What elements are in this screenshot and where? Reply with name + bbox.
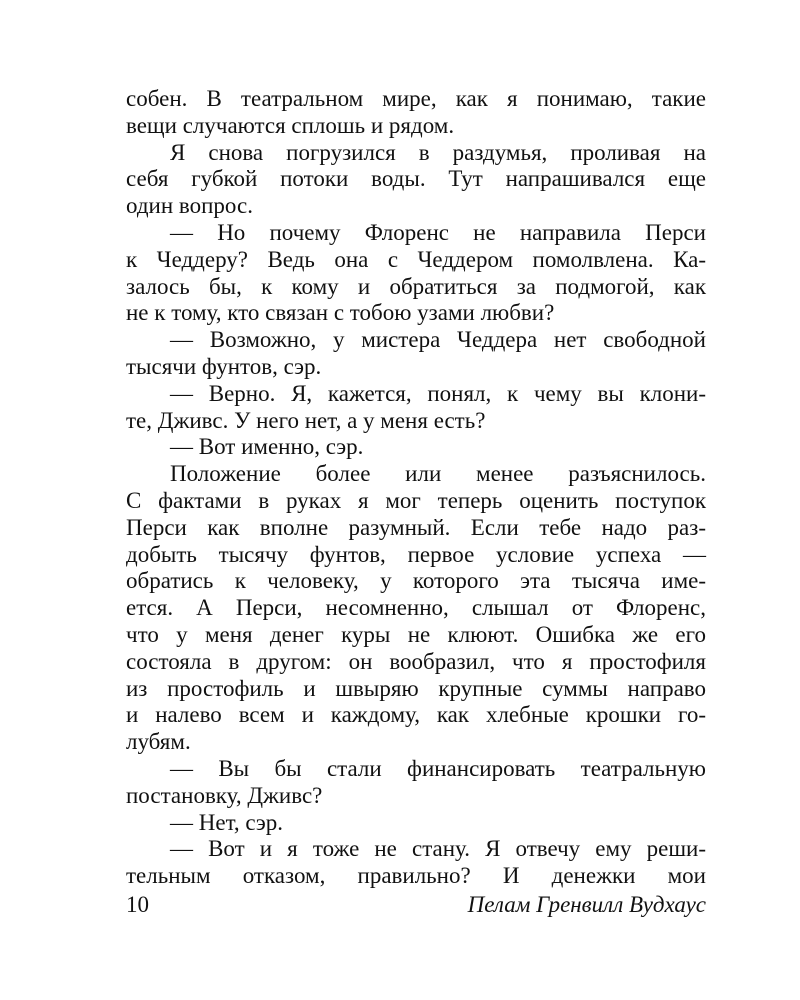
text-line: один вопрос.	[126, 193, 253, 219]
text-line: — Вот именно, сэр.	[170, 434, 364, 460]
text-line: — Возможно, у мистера Чеддера нет свободной	[170, 327, 706, 353]
running-author: Пелам Гренвилл Вудхаус	[467, 892, 706, 917]
text-line: ется. А Перси, несомненно, слышал от Флоренс,	[126, 595, 706, 621]
text-line: тельным отказом, правильно? И денежки мои	[126, 863, 706, 889]
text-line: к Чеддеру? Ведь она с Чеддером помолвлена. Ка-	[126, 246, 706, 272]
text-line: собен. В театральном мире, как я понимаю, такие	[126, 86, 706, 111]
text-line: — Вы бы стали финансировать театральную	[170, 755, 706, 781]
text-line: залось бы, к кому и обратиться за подмогой, как	[126, 273, 706, 299]
text-line: Перси как вполне разумный. Если тебе надо раз-	[126, 514, 706, 540]
text-line: состояла в другом: он вообразил, что я простофиля	[126, 648, 706, 674]
text-line: добыть тысячу фунтов, первое условие успеха —	[126, 541, 706, 567]
text-line: не к тому, кто связан с тобою узами любви?	[126, 300, 555, 326]
text-line: вещи случаются сплошь и рядом.	[126, 112, 455, 138]
text-line: те, Дживс. У него нет, а у меня есть?	[126, 407, 486, 433]
text-line: постановку, Дживс?	[126, 782, 323, 808]
text-line: С фактами в руках я мог теперь оценить поступок	[126, 487, 706, 513]
text-line: из простофиль и швыряю крупные суммы направо	[126, 675, 706, 701]
text-line: — Верно. Я, кажется, понял, к чему вы клони-	[170, 380, 706, 406]
text-line: — Но почему Флоренс не направила Перси	[170, 219, 706, 245]
text-line: Положение более или менее разъяснилось.	[170, 461, 706, 487]
body-text	[126, 86, 706, 890]
text-line: тысячи фунтов, сэр.	[126, 353, 322, 379]
text-line: — Вот и я тоже не стану. Я отвечу ему реши-	[170, 836, 706, 862]
text-line: себя губкой потоки воды. Тут напрашивался еще	[126, 166, 706, 192]
text-line: и налево всем и каждому, как хлебные крошки го-	[126, 702, 706, 728]
text-line: обратись к человеку, у которого эта тысяча име-	[126, 568, 706, 594]
text-line: что у меня денег куры не клюют. Ошибка же его	[126, 621, 706, 647]
text-line: Я снова погрузился в раздумья, проливая на	[170, 139, 706, 165]
page-number: 10	[126, 892, 149, 917]
text-line: лубям.	[126, 729, 191, 755]
text-line: — Нет, сэр.	[170, 809, 284, 835]
